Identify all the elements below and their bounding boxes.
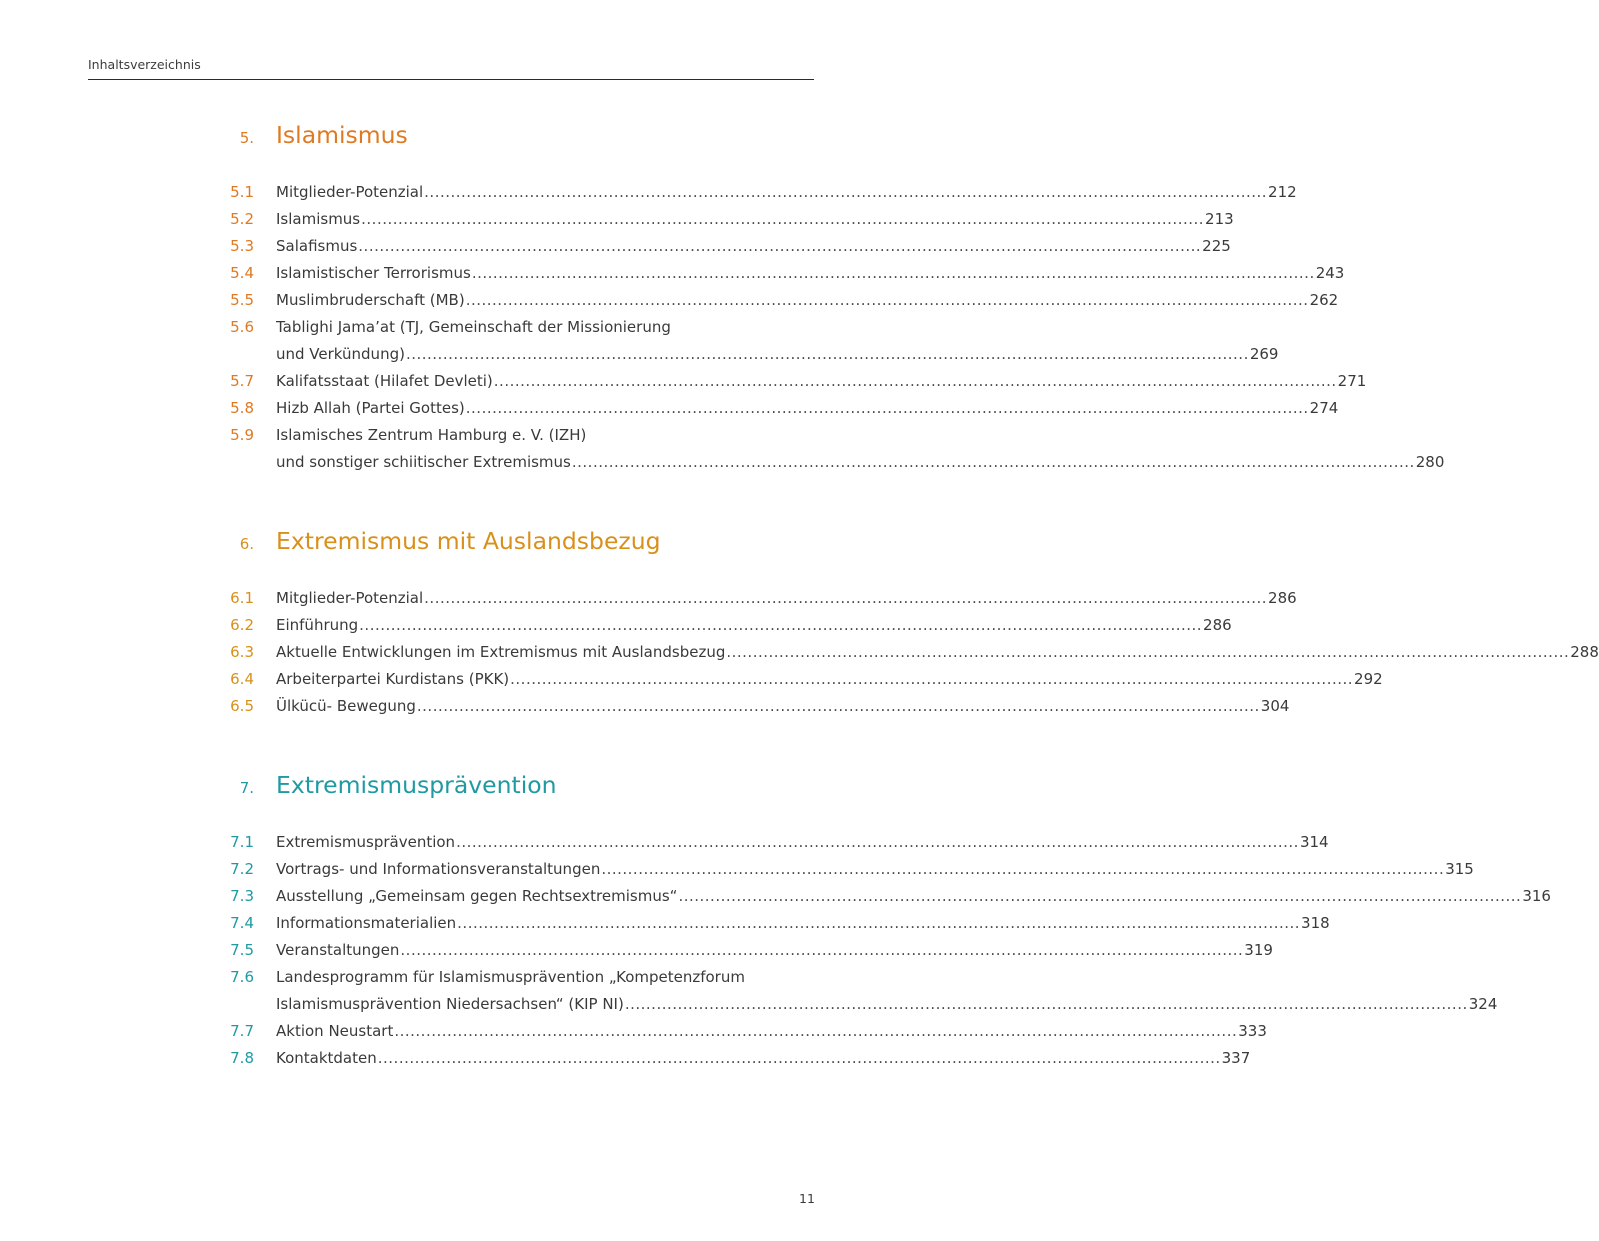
entry-page: 314	[1299, 833, 1329, 851]
entry-title: Arbeiterpartei Kurdistans (PKK)	[276, 670, 510, 688]
section-heading	[0, 121, 875, 153]
toc-entry-list	[0, 179, 1445, 476]
dot-leader: ................................................................................................................................................................	[424, 589, 1268, 607]
entry-title: Hizb Allah (Partei Gottes)	[276, 399, 465, 417]
toc-entry[interactable]	[0, 964, 1498, 1018]
toc-entry-list	[0, 829, 1551, 1072]
section-title: Extremismus mit Auslandsbezug	[276, 527, 661, 555]
entry-page: 304	[1260, 697, 1290, 715]
dot-leader: ................................................................................................................................................................	[359, 616, 1203, 634]
entry-number: 7.7	[230, 1022, 254, 1040]
entry-title: Islamismusprävention Niedersachsen“ (KIP NI)	[276, 995, 624, 1013]
entry-number: 5.3	[230, 237, 254, 255]
entry-title: Aktuelle Entwicklungen im Extremismus mit Auslandsbezug	[276, 643, 726, 661]
entry-number: 5.2	[230, 210, 254, 228]
entry-page: 333	[1238, 1022, 1267, 1040]
dot-leader: ................................................................................................................................................................	[678, 887, 1522, 905]
entry-title: Kontaktdaten	[276, 1049, 377, 1067]
entry-page: 274	[1309, 399, 1339, 417]
toc-entry[interactable]	[0, 422, 1445, 476]
entry-title: und sonstiger schiitischer Extremismus	[276, 453, 571, 471]
entry-number: 7.1	[230, 833, 254, 851]
entry-title: Einführung	[276, 616, 359, 634]
entry-number: 5.4	[230, 264, 254, 282]
dot-leader: ................................................................................................................................................................	[456, 833, 1299, 851]
dot-leader: ................................................................................................................................................................	[601, 860, 1445, 878]
entry-number: 7.4	[230, 914, 254, 932]
entry-page: 292	[1354, 670, 1383, 688]
entry-page: 319	[1244, 941, 1273, 959]
entry-page: 315	[1445, 860, 1474, 878]
entry-page: 262	[1309, 291, 1339, 309]
entry-title: Informationsmaterialien	[276, 914, 457, 932]
entry-number: 7.8	[230, 1049, 254, 1067]
entry-number: 5.5	[230, 291, 254, 309]
dot-leader: ................................................................................................................................................................	[405, 345, 1249, 363]
entry-page: 324	[1468, 995, 1498, 1013]
section-number: 6.	[239, 535, 254, 553]
toc-entry[interactable]	[0, 639, 1599, 666]
entry-title: Landesprogramm für Islamismusprävention „Kompetenzforum	[276, 968, 745, 986]
entry-number: 5.9	[230, 426, 254, 444]
dot-leader: ................................................................................................................................................................	[400, 941, 1244, 959]
entry-number: 6.3	[230, 643, 254, 661]
entry-title: Veranstaltungen	[276, 941, 400, 959]
entry-number: 6.4	[230, 670, 254, 688]
entry-page: 213	[1205, 210, 1234, 228]
entry-page: 286	[1268, 589, 1297, 607]
dot-leader: ................................................................................................................................................................	[457, 914, 1301, 932]
toc-entry[interactable]	[0, 1045, 1251, 1072]
dot-leader: ................................................................................................................................................................	[394, 1022, 1238, 1040]
entry-number: 5.7	[230, 372, 254, 390]
dot-leader: ................................................................................................................................................................	[416, 697, 1260, 715]
running-head: Inhaltsverzeichnis	[88, 57, 201, 72]
section-heading	[0, 771, 875, 803]
section-heading	[0, 527, 875, 559]
dot-leader: ................................................................................................................................................................	[377, 1049, 1221, 1067]
dot-leader: ................................................................................................................................................................	[465, 399, 1309, 417]
toc-entry[interactable]	[0, 206, 1234, 233]
page-number: 11	[799, 1191, 815, 1206]
toc-entry[interactable]	[0, 612, 1232, 639]
entry-number: 7.2	[230, 860, 254, 878]
entry-title: Ausstellung „Gemeinsam gegen Rechtsextremismus“	[276, 887, 678, 905]
dot-leader: ................................................................................................................................................................	[571, 453, 1415, 471]
entry-title: Vortrags- und Informationsveranstaltungen	[276, 860, 601, 878]
toc-entry[interactable]	[0, 314, 1279, 368]
entry-page: 271	[1337, 372, 1367, 390]
dot-leader: ................................................................................................................................................................	[358, 237, 1202, 255]
toc-entry[interactable]	[0, 666, 1383, 693]
entry-page: 225	[1202, 237, 1231, 255]
toc-entry[interactable]	[0, 287, 1339, 314]
dot-leader: ................................................................................................................................................................	[465, 291, 1309, 309]
entry-page: 337	[1221, 1049, 1251, 1067]
entry-title: Salafismus	[276, 237, 358, 255]
toc-entry-list	[0, 585, 1599, 720]
section-number: 5.	[239, 129, 254, 147]
header-rule	[88, 79, 814, 80]
toc-entry[interactable]	[0, 368, 1367, 395]
dot-leader: ................................................................................................................................................................	[624, 995, 1468, 1013]
entry-title: Mitglieder-Potenzial	[276, 183, 424, 201]
entry-title: und Verkündung)	[276, 345, 405, 363]
dot-leader: ................................................................................................................................................................	[471, 264, 1315, 282]
entry-number: 5.8	[230, 399, 254, 417]
entry-title: Ülkücü- Bewegung	[276, 697, 416, 715]
entry-page: 280	[1415, 453, 1445, 471]
entry-title: Mitglieder-Potenzial	[276, 589, 424, 607]
entry-page: 243	[1315, 264, 1345, 282]
entry-page: 318	[1301, 914, 1330, 932]
entry-number: 6.5	[230, 697, 254, 715]
entry-page: 288	[1570, 643, 1599, 661]
entry-title: Tablighi Jama’at (TJ, Gemeinschaft der Missionierung	[276, 318, 671, 336]
dot-leader: ................................................................................................................................................................	[726, 643, 1570, 661]
entry-title: Muslimbruderschaft (MB)	[276, 291, 465, 309]
toc-entry[interactable]	[0, 395, 1339, 422]
toc-entry[interactable]	[0, 883, 1551, 910]
dot-leader: ................................................................................................................................................................	[493, 372, 1337, 390]
toc-entry[interactable]	[0, 937, 1273, 964]
dot-leader: ................................................................................................................................................................	[361, 210, 1205, 228]
entry-title: Islamistischer Terrorismus	[276, 264, 471, 282]
section-title: Extremismusprävention	[276, 771, 557, 799]
entry-number: 7.3	[230, 887, 254, 905]
toc-entry[interactable]	[0, 260, 1345, 287]
toc-entry[interactable]	[0, 856, 1474, 883]
section-title: Islamismus	[276, 121, 408, 149]
toc-entry[interactable]	[0, 233, 1231, 260]
entry-number: 6.1	[230, 589, 254, 607]
dot-leader: ................................................................................................................................................................	[510, 670, 1354, 688]
toc-entry[interactable]	[0, 585, 1297, 612]
entry-title: Aktion Neustart	[276, 1022, 394, 1040]
entry-page: 316	[1522, 887, 1551, 905]
entry-page: 286	[1203, 616, 1232, 634]
entry-number: 5.6	[230, 318, 254, 336]
entry-number: 7.6	[230, 968, 254, 986]
entry-title: Islamismus	[276, 210, 361, 228]
toc-entry[interactable]	[0, 693, 1290, 720]
entry-number: 6.2	[230, 616, 254, 634]
toc-entry[interactable]	[0, 179, 1297, 206]
toc-entry[interactable]	[0, 1018, 1267, 1045]
entry-page: 212	[1268, 183, 1297, 201]
entry-title: Extremismusprävention	[276, 833, 456, 851]
dot-leader: ................................................................................................................................................................	[424, 183, 1268, 201]
section-number: 7.	[239, 779, 254, 797]
entry-title: Islamisches Zentrum Hamburg e. V. (IZH)	[276, 426, 587, 444]
entry-number: 7.5	[230, 941, 254, 959]
entry-page: 269	[1249, 345, 1279, 363]
toc-entry[interactable]	[0, 829, 1329, 856]
toc-entry[interactable]	[0, 910, 1330, 937]
entry-number: 5.1	[230, 183, 254, 201]
entry-title: Kalifatsstaat (Hilafet Devleti)	[276, 372, 493, 390]
